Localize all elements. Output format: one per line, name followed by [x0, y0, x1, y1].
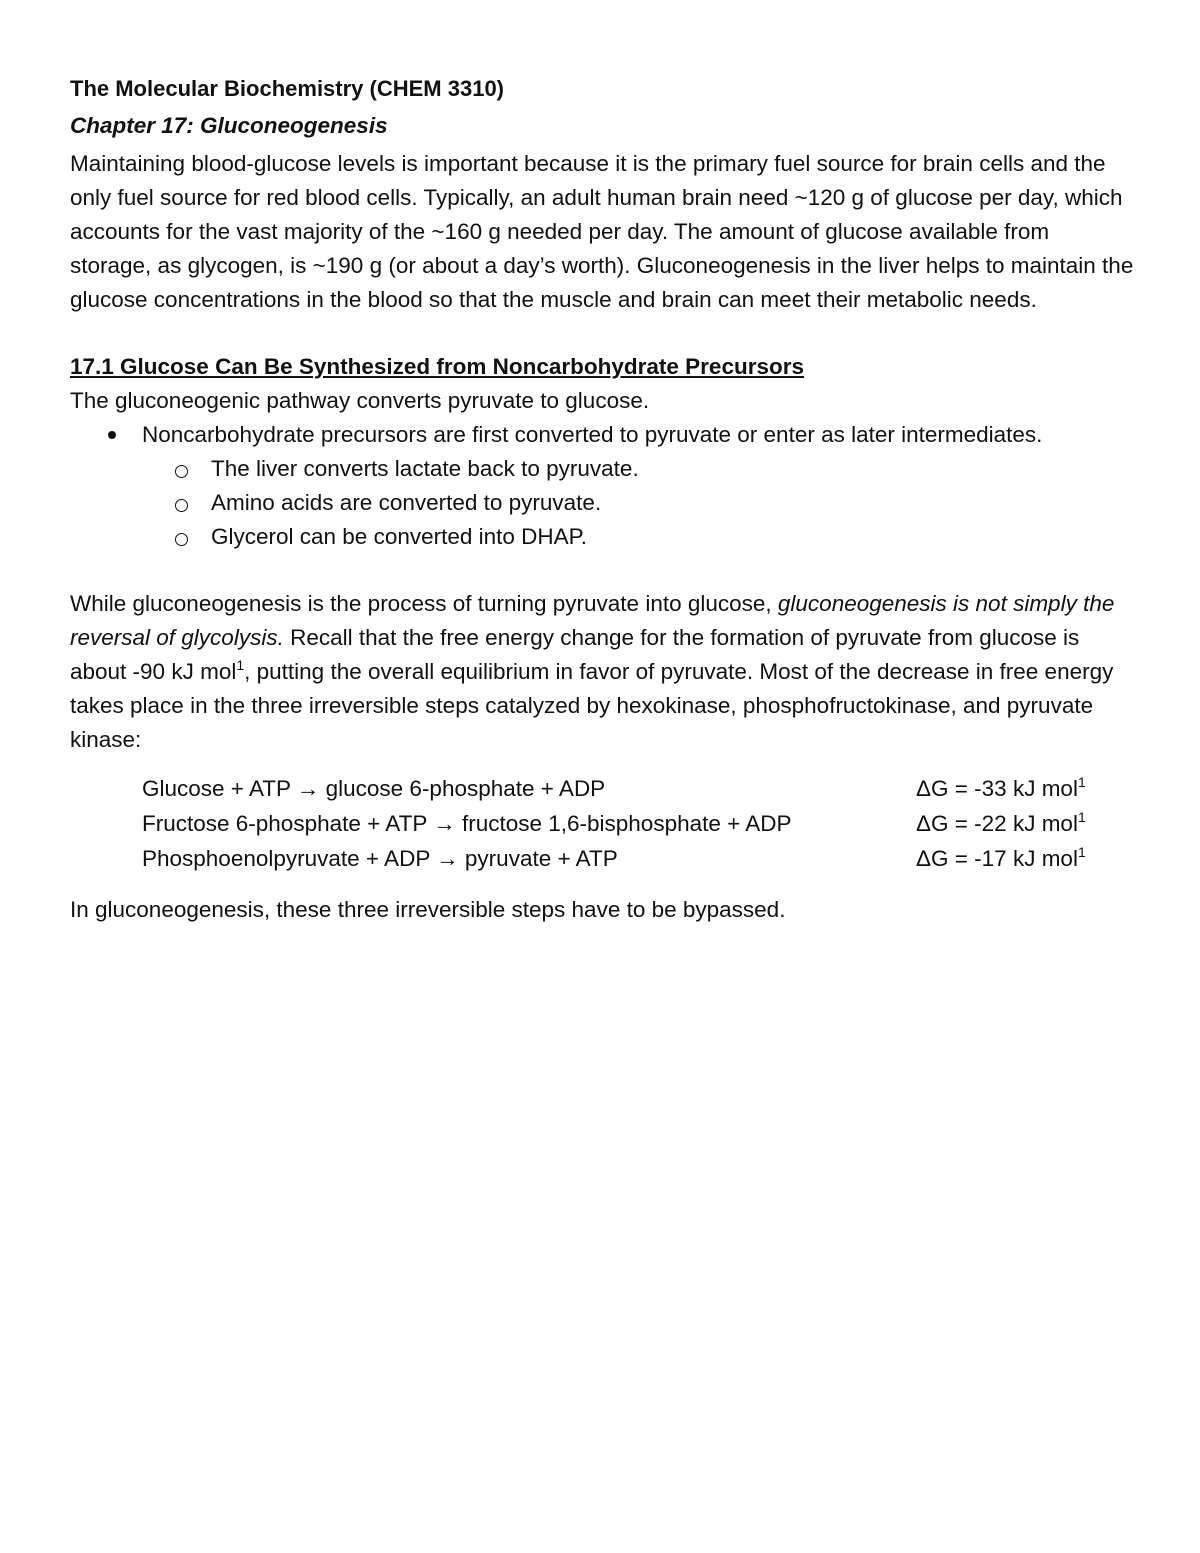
- superscript: 1: [1077, 844, 1086, 860]
- sub-list-item: [70, 520, 1135, 554]
- reaction-row: [70, 842, 1135, 877]
- reaction-row: [70, 807, 1135, 842]
- free-energy-value: ΔG = -17 kJ mol$^1$: [916, 844, 1086, 871]
- document-page: [70, 70, 1135, 927]
- superscript: 1: [1077, 809, 1086, 825]
- circle-bullet-icon: [175, 499, 188, 512]
- free-energy-value: ΔG = -33 kJ mol$^1$: [916, 774, 1086, 801]
- free-energy-value: ΔG = -22 kJ mol$^1$: [916, 809, 1086, 836]
- precursor-list: [70, 418, 1135, 554]
- paragraph-text: Recall that the free energy change for the formation of pyruvate from glucose is about -90 kJ mol: [70, 625, 1080, 684]
- sub-item-text: Amino acids are converted to pyruvate.: [211, 490, 602, 515]
- superscript: 1: [236, 657, 245, 673]
- section-lead: The gluconeogenic pathway converts pyruvate to glucose.: [70, 388, 650, 413]
- superscript: 1: [1077, 774, 1086, 790]
- reaction-equation: Glucose + ATP → glucose 6-phosphate + ADP: [142, 776, 606, 801]
- circle-bullet-icon: [175, 465, 188, 478]
- spacer: [70, 317, 1135, 350]
- sub-item-text: The liver converts lactate back to pyruvate.: [211, 456, 639, 481]
- bullet-icon: [108, 431, 116, 439]
- course-title: The Molecular Biochemistry (CHEM 3310): [70, 76, 505, 101]
- sub-item-text: Glycerol can be converted into DHAP.: [211, 524, 588, 549]
- emphasis-text: gluconeogenesis is not simply the reversal of glycolysis.: [70, 591, 1115, 650]
- sub-list-item: [70, 486, 1135, 520]
- conclusion-paragraph: In gluconeogenesis, these three irreversible steps have to be bypassed.: [70, 897, 786, 922]
- section-heading: 17.1 Glucose Can Be Synthesized from Noncarbohydrate Precursors: [70, 354, 804, 379]
- spacer: [70, 554, 1135, 587]
- reaction-table: [70, 772, 1135, 877]
- paragraph-text: While gluconeogenesis is the process of turning pyruvate into glucose,: [70, 591, 778, 616]
- intro-paragraph: Maintaining blood-glucose levels is important because it is the primary fuel source for brain cells and the only fuel source for red blood cells. Typically, an adult human brain need ~120 g of glucose per day, which accounts for the vast majority of the ~160 g needed per day. The amount of glucose available from storage, as glycogen, is ~190 g (or about a day’s worth). Gluconeogenesis in the liver helps to maintain the glucose concentrations in the blood so that the muscle and brain can meet their metabolic needs.: [70, 151, 1134, 312]
- reaction-equation: Fructose 6-phosphate + ATP → fructose 1,6-bisphosphate + ADP: [142, 811, 792, 836]
- bullet-text: Noncarbohydrate precursors are first converted to pyruvate or enter as later intermediates.: [142, 422, 1043, 447]
- reaction-row: [70, 772, 1135, 807]
- reaction-equation: Phosphoenolpyruvate + ADP → pyruvate + ATP: [142, 846, 618, 871]
- paragraph-text: , putting the overall equilibrium in favor of pyruvate. Most of the decrease in free energy takes place in the three irreversible steps catalyzed by hexokinase, phosphofructokinase, and pyruvate kinase:: [70, 659, 1114, 752]
- chapter-title: Chapter 17: Gluconeogenesis: [70, 113, 388, 138]
- glycolysis-paragraph: [70, 587, 1135, 757]
- sub-list-item: [70, 452, 1135, 486]
- circle-bullet-icon: [175, 533, 188, 546]
- list-item: [70, 418, 1135, 452]
